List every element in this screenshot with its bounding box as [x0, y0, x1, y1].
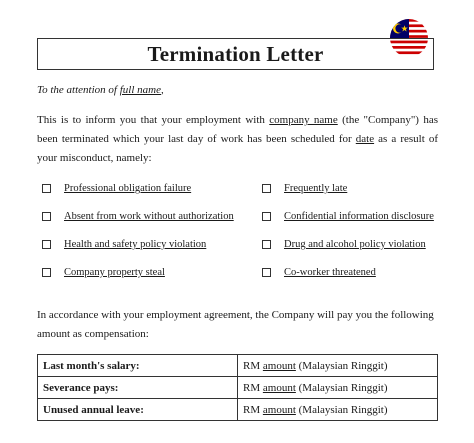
reason-label: Absent from work without authorization	[64, 211, 234, 222]
reason-item[interactable]	[42, 267, 165, 278]
table-row	[38, 355, 438, 377]
attention-prefix: To the attention of	[37, 84, 120, 96]
compensation-value	[238, 355, 438, 377]
reason-label: Company property steal	[64, 267, 165, 278]
compensation-label: Last month's salary:	[38, 355, 238, 377]
amount-field[interactable]: amount	[262, 381, 296, 394]
compensation-value	[238, 377, 438, 399]
checkbox-icon[interactable]	[262, 184, 271, 193]
company-name-field[interactable]: company name	[269, 114, 338, 126]
checkbox-icon[interactable]	[262, 268, 271, 277]
compensation-label: Unused annual leave:	[38, 399, 238, 421]
attention-line	[37, 84, 164, 96]
amount-field[interactable]: amount	[262, 403, 296, 416]
checkbox-icon[interactable]	[262, 240, 271, 249]
reason-item[interactable]	[262, 267, 376, 278]
intro-part-3: as a result of your misconduct, namely:	[37, 133, 438, 164]
currency-note: (Malaysian Ringgit)	[295, 403, 388, 416]
reason-label: Health and safety policy violation	[64, 239, 207, 250]
reason-label: Co-worker threatened	[284, 267, 376, 278]
intro-part-1: This is to inform you that your employment with	[37, 114, 270, 126]
currency-label: RM	[243, 381, 263, 394]
amount-field[interactable]: amount	[262, 359, 296, 372]
reason-label: Drug and alcohol policy violation	[284, 239, 426, 250]
checkbox-icon[interactable]	[42, 184, 51, 193]
reason-item[interactable]	[262, 183, 347, 194]
page-title: Termination Letter	[147, 41, 324, 66]
intro-part-2: (the "Company") has been terminated which your last day of work has been scheduled for	[37, 114, 438, 145]
date-field[interactable]: date	[355, 133, 375, 145]
currency-note: (Malaysian Ringgit)	[295, 381, 388, 394]
full-name-field[interactable]: full name	[119, 84, 161, 96]
checkbox-icon[interactable]	[262, 212, 271, 221]
attention-suffix: ,	[160, 84, 164, 96]
checkbox-icon[interactable]	[42, 240, 51, 249]
title-box	[37, 38, 434, 70]
table-row	[38, 377, 438, 399]
checkbox-icon[interactable]	[42, 212, 51, 221]
reason-label: Professional obligation failure	[64, 183, 192, 194]
reason-label: Confidential information disclosure	[284, 211, 434, 222]
reason-item[interactable]	[42, 239, 206, 250]
intro-paragraph	[37, 111, 438, 168]
compensation-value	[238, 399, 438, 421]
currency-label: RM	[243, 403, 263, 416]
reason-item[interactable]	[262, 211, 434, 222]
reason-item[interactable]	[42, 211, 234, 222]
currency-note: (Malaysian Ringgit)	[295, 359, 388, 372]
compensation-label: Severance pays:	[38, 377, 238, 399]
currency-label: RM	[243, 359, 263, 372]
compensation-table	[37, 354, 438, 421]
table-row	[38, 399, 438, 421]
reason-label: Frequently late	[284, 183, 348, 194]
compensation-intro: In accordance with your employment agreement, the Company will pay you the following amount as compensation:	[37, 309, 434, 340]
reason-item[interactable]	[42, 183, 191, 194]
checkbox-icon[interactable]	[42, 268, 51, 277]
reason-item[interactable]	[262, 239, 426, 250]
